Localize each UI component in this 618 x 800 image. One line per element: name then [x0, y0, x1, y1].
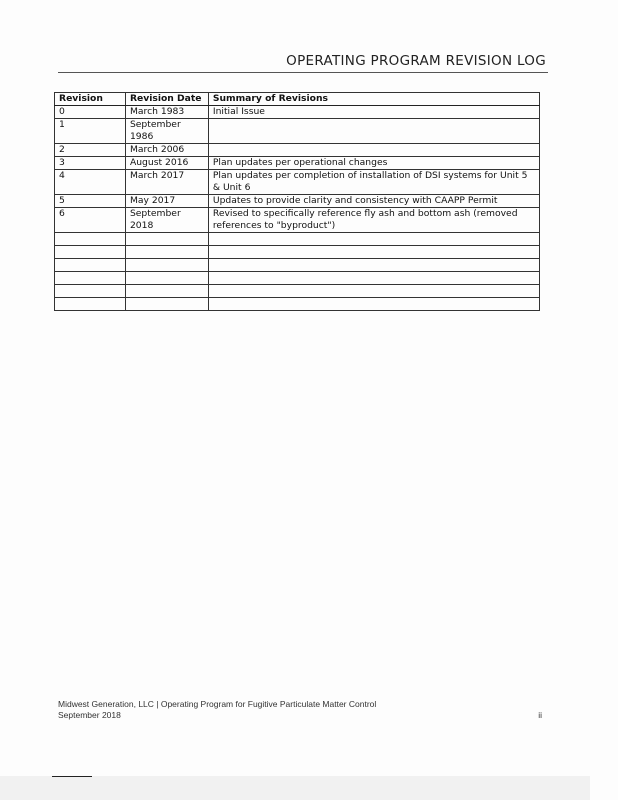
cell-summary: Updates to provide clarity and consistency with CAAPP Permit: [208, 195, 539, 208]
table-row: [55, 170, 540, 195]
revision-log-table: [54, 92, 540, 311]
table-row-empty: [55, 246, 540, 259]
cell-revision: 4: [55, 170, 126, 195]
table-row-empty: [55, 285, 540, 298]
cell-date: March 2006: [125, 144, 208, 157]
cell-date: [125, 272, 208, 285]
cell-revision: 0: [55, 106, 126, 119]
cell-revision: [55, 272, 126, 285]
cell-summary: [208, 298, 539, 311]
table-row: [55, 144, 540, 157]
cell-date: [125, 246, 208, 259]
cell-date: [125, 233, 208, 246]
cell-date: September 2018: [125, 208, 208, 233]
cell-summary: Plan updates per operational changes: [208, 157, 539, 170]
cell-revision: 2: [55, 144, 126, 157]
cell-summary: [208, 272, 539, 285]
column-header-summary: Summary of Revisions: [208, 93, 539, 106]
column-header-revision-date: Revision Date: [125, 93, 208, 106]
table-row: [55, 195, 540, 208]
table-header-row: [55, 93, 540, 106]
cell-summary: Initial Issue: [208, 106, 539, 119]
cell-summary: [208, 285, 539, 298]
cell-revision: 5: [55, 195, 126, 208]
header-divider: [58, 72, 548, 73]
cell-summary: [208, 259, 539, 272]
page-title: OPERATING PROGRAM REVISION LOG: [286, 53, 546, 69]
cell-summary: [208, 233, 539, 246]
table-row: [55, 157, 540, 170]
cell-date: [125, 259, 208, 272]
cell-date: March 2017: [125, 170, 208, 195]
table-row-empty: [55, 298, 540, 311]
cell-summary: [208, 119, 539, 144]
cell-revision: [55, 259, 126, 272]
cell-date: August 2016: [125, 157, 208, 170]
page-number: ii: [538, 710, 542, 720]
cell-revision: 3: [55, 157, 126, 170]
cell-summary: [208, 144, 539, 157]
cell-revision: 1: [55, 119, 126, 144]
table-row-empty: [55, 272, 540, 285]
table-row-empty: [55, 259, 540, 272]
scan-bottom-mark: [52, 776, 92, 777]
scan-bottom-strip: [0, 776, 590, 800]
cell-revision: [55, 246, 126, 259]
cell-revision: [55, 285, 126, 298]
table-row: [55, 106, 540, 119]
cell-revision: [55, 298, 126, 311]
footer-company-program: Midwest Generation, LLC | Operating Program for Fugitive Particulate Matter Control: [58, 699, 377, 709]
cell-date: [125, 285, 208, 298]
cell-revision: [55, 233, 126, 246]
cell-summary: [208, 246, 539, 259]
table-row-empty: [55, 233, 540, 246]
table-row: [55, 119, 540, 144]
column-header-revision: Revision: [55, 93, 126, 106]
cell-summary: Plan updates per completion of installation of DSI systems for Unit 5 & Unit 6: [208, 170, 539, 195]
table-row: [55, 208, 540, 233]
cell-summary: Revised to specifically reference fly ash and bottom ash (removed references to "byproduct"): [208, 208, 539, 233]
footer-date: September 2018: [58, 710, 121, 720]
cell-date: [125, 298, 208, 311]
cell-date: March 1983: [125, 106, 208, 119]
cell-revision: 6: [55, 208, 126, 233]
cell-date: September 1986: [125, 119, 208, 144]
cell-date: May 2017: [125, 195, 208, 208]
